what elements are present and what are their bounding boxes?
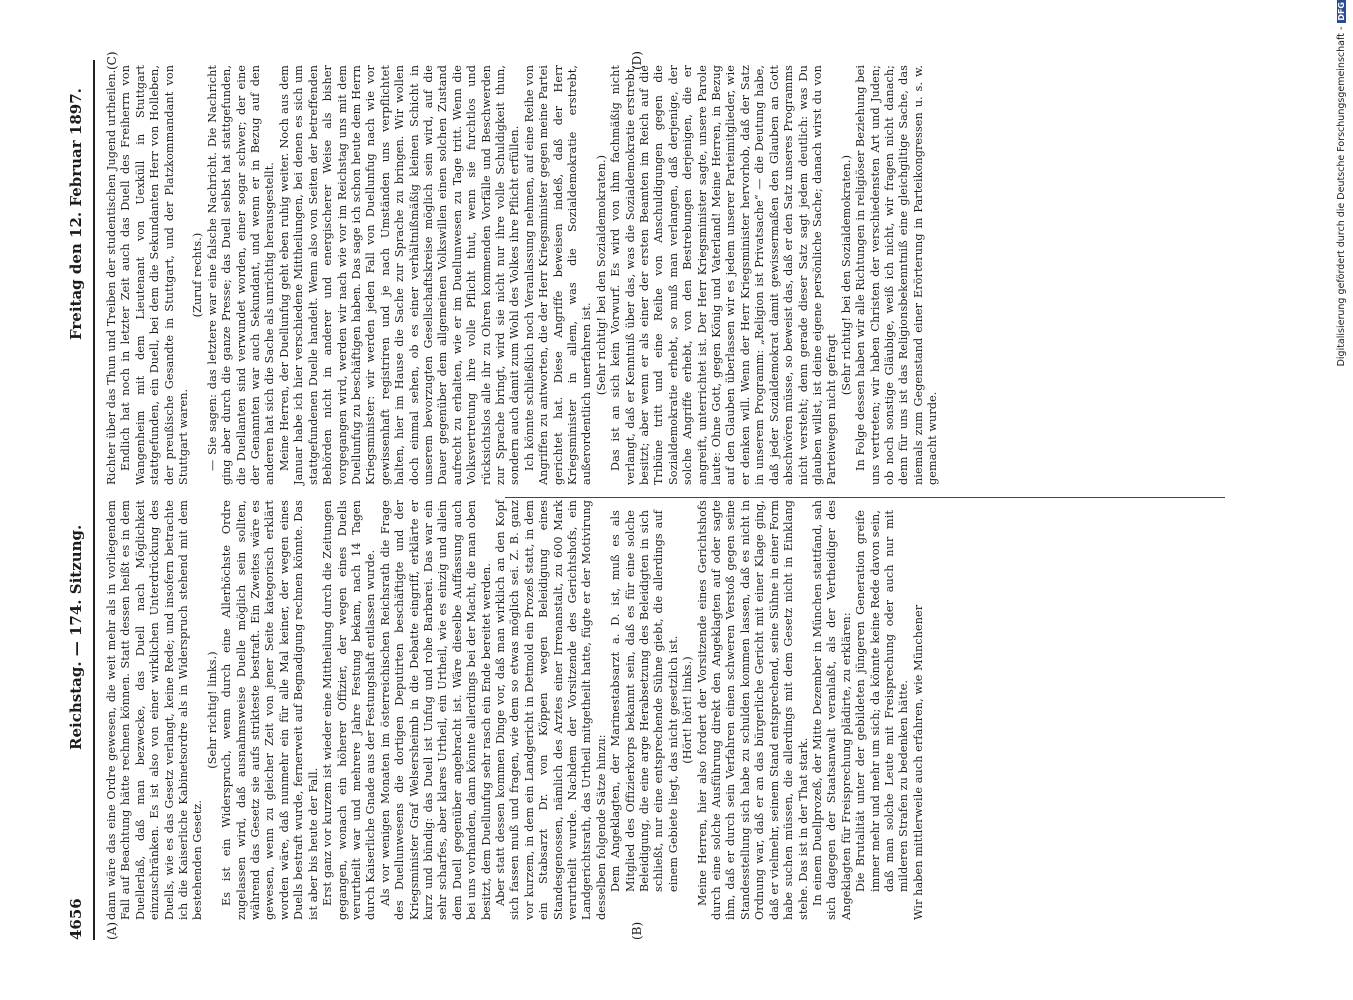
paragraph: Meine Herren, hier also fordert der Vorsitzende eines Gerichtshofs durch eine solche Ausführung direkt den Angeklagten auf oder sagte ihm, daß er durch sein Verfahren einen schweren Verstoß gegen seine Standesstellung sich habe zu schulden kommen lassen, daß es nicht in Ordnung war, daß er an das bürgerliche Gericht mit einer Klage ging, daß er vielmehr, seinem Stand entsprechend, seine Sühne in einer Form habe suchen müssen, die allerdings mit dem Gesetz nicht in Einklang stehe. Das ist in der That stark. [695, 500, 810, 920]
interjection: (Sehr richtig! bei den Sozialdemokraten.) [839, 154, 853, 396]
paragraph: Aber statt dessen kommen Dinge vor, daß man wirklich an den Kopf sich fassen muß und fragen, wie dem so etwas möglich sei. Z. B. ganz vor kurzem, in dem ein Landgericht in Detmold ein Prozeß statt, in dem ein Stabsarzt Dr. von Köppen wegen Beleidigung eines Standesgenossen, nämlich des Arztes einer Irrenanstalt, zu 600 Mark verurtheilt wurde. Nachdem der Vorsitzende des Gerichtshofs, ein Landgerichtsrath, das Urtheil mitgetheilt hatte, fügte er der Motivirung desselben folgende Sätze hinzu: [493, 500, 608, 920]
interjection: (Hört! hört! links.) [681, 656, 695, 764]
paragraph: Endlich hat noch in letzter Zeit auch das Duell des Freiherrn von Wangenheim mit dem Lieutenant von Uexküll in Stuttgart stattgefunden, ein Duell, bei dem die Sekundanten Herr von Holleben, der preußische Gesandte in Stuttgart, und der Platzkommandant von Stuttgart waren. [119, 65, 191, 485]
margin-marker-b: (B) [630, 921, 644, 940]
column-divider [505, 497, 1225, 498]
paragraph: Erst ganz vor kurzem ist wieder eine Mittheilung durch die Zeitungen gegangen, wonach ein höherer Offizier, der wegen eines Duells verurtheilt war und mehrere Jahre Festung bekam, nach 14 Tagen durch Kaiserliche Gnade aus der Festungshaft entlassen wurde. [321, 500, 378, 920]
margin-marker-d: (D) [630, 51, 644, 70]
paragraph: Richter über das Thun und Treiben der studentischen Jugend urtheilen. [105, 69, 118, 485]
margin-marker-c: (C) [105, 51, 119, 70]
paragraph: — Sie sagen: das letztere war eine falsche Nachricht. Die Nachricht ging aber durch die ganze Presse; das Duell selbst hat stattgefunden, die Duellanten sind verwundet worden, einer sogar schwer; der eine der Genannten war auch Sekundant, und wenn er in Bezug auf den anderen hat sich die Sache als unrichtig herausgestellt. [205, 65, 277, 485]
document-page [65, 51, 1245, 940]
interjection: (Zuruf rechts.) [191, 232, 205, 318]
interjection: (Sehr richtig! bei den Sozialdemokraten.) [594, 154, 608, 396]
paragraph: dann wäre das eine Ordre gewesen, die weit mehr als in vorliegendem Fall auf Beachtung hätte rechnen können. Statt dessen heißt es in dem Duellerlaß, daß man bezwecke, das Duell nach Möglichkeit einzuschränken. Es ist also von einer wirklichen Unterdrückung des Duells, wie es das Gesetz verlangt, keine Rede; und insofern betrachte ich die Kaiserliche Kabinetsordre als in Widerspruch stehend mit dem bestehenden Gesetz. [105, 500, 205, 920]
paragraph: Ich könnte schließlich noch Veranlassung nehmen, auf eine Reihe von Angriffen zu antworten, die der Herr Kriegsminister gegen meine Partei gerichtet hat. Diese Angriffe beweisen indeß, daß der Herr Kriegsminister in allem, was die Sozialdemokratie erstrebt, außerordentlich unerfahren ist. [522, 65, 594, 485]
margin-marker-a: (A) [105, 921, 119, 940]
header-left-title: Reichstag. — 174. Sitzung. [67, 524, 85, 750]
page-number: 4656 [67, 898, 85, 940]
paragraph: In einem Duellprozeß, der Mitte Dezember in München stattfand, sah sich dagegen der Staatsanwalt veranlaßt, als der Vertheidiger des Angeklagten für Freisprechung plädirte, zu erklären: [810, 500, 853, 920]
paragraph: Es ist ein Widerspruch, wenn durch eine Allerhöchste Ordre zugelassen wird, daß ausnahmsweise Duelle möglich sein sollten, während das Gesetz sie aufs strikteste bestraft. Ein Zweites wäre es gewesen, wenn zu gleicher Zeit von jener Seite kategorisch erklärt worden wäre, daß nunmehr ein für alle Mal keiner, der wegen eines Duells bestraft wurde, fernerweit auf Begnadigung rechnen könnte. Das ist aber bis heute der Fall. [220, 500, 320, 920]
interjection: (Sehr richtig! links.) [205, 651, 219, 769]
paragraph: In Folge dessen haben wir alle Richtungen in religiöser Beziehung bei uns vertreten; wir haben Christen der verschiedensten Art und Juden; ob noch sonstige Gläubige, weiß ich nicht, wir fragen nicht danach; denn für uns ist das Religionsbekenntniß eine gleichgiltige Sache, das niemals zum Gegenstand einer Erörterung in Parteikongressen u. s. w. gemacht wurde. [854, 65, 940, 485]
right-column [105, 65, 941, 485]
rotated-page-scan [10, 0, 1290, 1000]
paragraph: Das ist an sich kein Vorwurf. Es wird von ihm fachmäßig nicht verlangt, daß er Kenntniß über das, was die Sozialdemokratie erstrebt, besitzt; aber wenn er als einer der ersten Beamten im Reich auf die Tribüne tritt und eine Reihe von Anschuldigungen gegen die Sozialdemokratie erhebt, so muß man verlangen, daß derjenige, der solche Angriffe erhebt, von den Bestrebungen derjenigen, die er angreift, unterrichtet ist. Der Herr Kriegsminister sagte, unsere Parole laute: Ohne Gott, gegen König und Vaterland! Meine Herren, in Bezug auf den Glauben überlassen wir es jedem unserer Parteimitglieder, wie er denken will. Wenn der Herr Kriegsminister hervorhob, daß der Satz in unserem Programm: „Religion ist Privatsache“ — die Deutung habe, daß jeder Sozialdemokrat damit gewissermaßen den Glauben an Gott abschwören müsse, so beweist das, daß er den Satz unseres Programms nicht versteht; denn gerade dieser Satz sagt jedem deutlich: was Du glauben willst, ist deine eigene persönliche Sache; danach wirst du von Parteiwegen nicht gefragt [609, 65, 839, 485]
dfg-logo: DFG [1337, 2, 1346, 21]
left-column [105, 500, 926, 920]
quoted-passage: Dem Angeklagten, der Marinestabsarzt a. D. ist, muß es als Mitglied des Offizierkorps bekannt sein, daß es für eine solche Beleidigung, die eine arge Herabsetzung des Beleidigten in sich schließt, nur eine entsprechende Sühne giebt, die allerdings auf einem Gebiete liegt, das nicht gesetzlich ist. [609, 510, 680, 892]
header-right-title: Freitag den 12. Februar 1897. [67, 88, 85, 340]
paragraph: Wir haben mittlerweile auch erfahren, wie Münchener [911, 604, 925, 920]
quoted-passage: Die Brutalität unter der gebildeten jüngeren Generation greife immer mehr und mehr um sich; da könnte keine Rede davon sein, daß man solche Leute mit Freisprechung oder auch nur mit milderen Strafen zu bedenken hätte. [854, 510, 911, 892]
paragraph: Meine Herren, der Duellunfug geht eben ruhig weiter. Noch aus dem Januar habe ich hier verschiedene Mittheilungen, bei denen es sich um stattgefundenen Duelle handelt. Wenn also von Seiten der betreffenden Behörden nicht in anderer und energischerer Weise als bisher vorgegangen wird, werden wir nach wie vor im Reichstag uns mit dem Duellunfug zu beschäftigen haben. Das sage ich schon heute dem Herrn Kriegsminister: wir werden jeden Fall von Duellunfug nach wie vor gewissenhaft registriren und je nach Umständen uns verpflichtet halten, hier im Hause die Sache zur Sprache zu bringen. Wir wollen doch einmal sehen, ob es einer verhältnißmäßig kleinen Schicht in unserem bevorzugten Gesellschaftskreise möglich sein wird, auf die Dauer gegenüber dem allgemeinen Volkswillen einen solchen Zustand aufrecht zu erhalten, wie er im Duellunwesen zu Tage tritt. Wenn die Volksvertretung ihre volle Pflicht thut, wenn sie furchtlos und rücksichtslos alle ihr zu Ohren kommenden Vorfälle und Beschwerden zur Sprache bringt, wird sie nicht nur ihre volle Schuldigkeit thun, sondern auch damit zum Wohl des Volkes ihre Pflicht erfüllen. [277, 65, 522, 485]
paragraph: Als vor wenigen Monaten im österreichischen Reichsrath die Frage des Duellunwesens die dortigen Deputirten beschäftigte und der Kriegsminister Graf Welsersheimb in die Debatte eingriff, erklärte er kurz und bündig: das Duell ist Unfug und rohe Barbarei. Das war ein sehr scharfes, aber klares Urtheil, ein Urtheil, wie es einzig und allein dem Duell gegenüber angebracht ist. Wäre dieselbe Auffassung auch bei uns vorhanden, dann könnte allerdings bei der Macht, die man oben besitzt, dem Duellunfug sehr rasch ein Ende bereitet werden. [378, 500, 493, 920]
header-rule [93, 60, 95, 940]
page-header [65, 60, 91, 940]
credit-text: Digitalisierung gefördert durch die Deutsche Forschungsgemeinschaft - [1336, 26, 1347, 367]
digitization-credit [1336, 0, 1350, 1000]
